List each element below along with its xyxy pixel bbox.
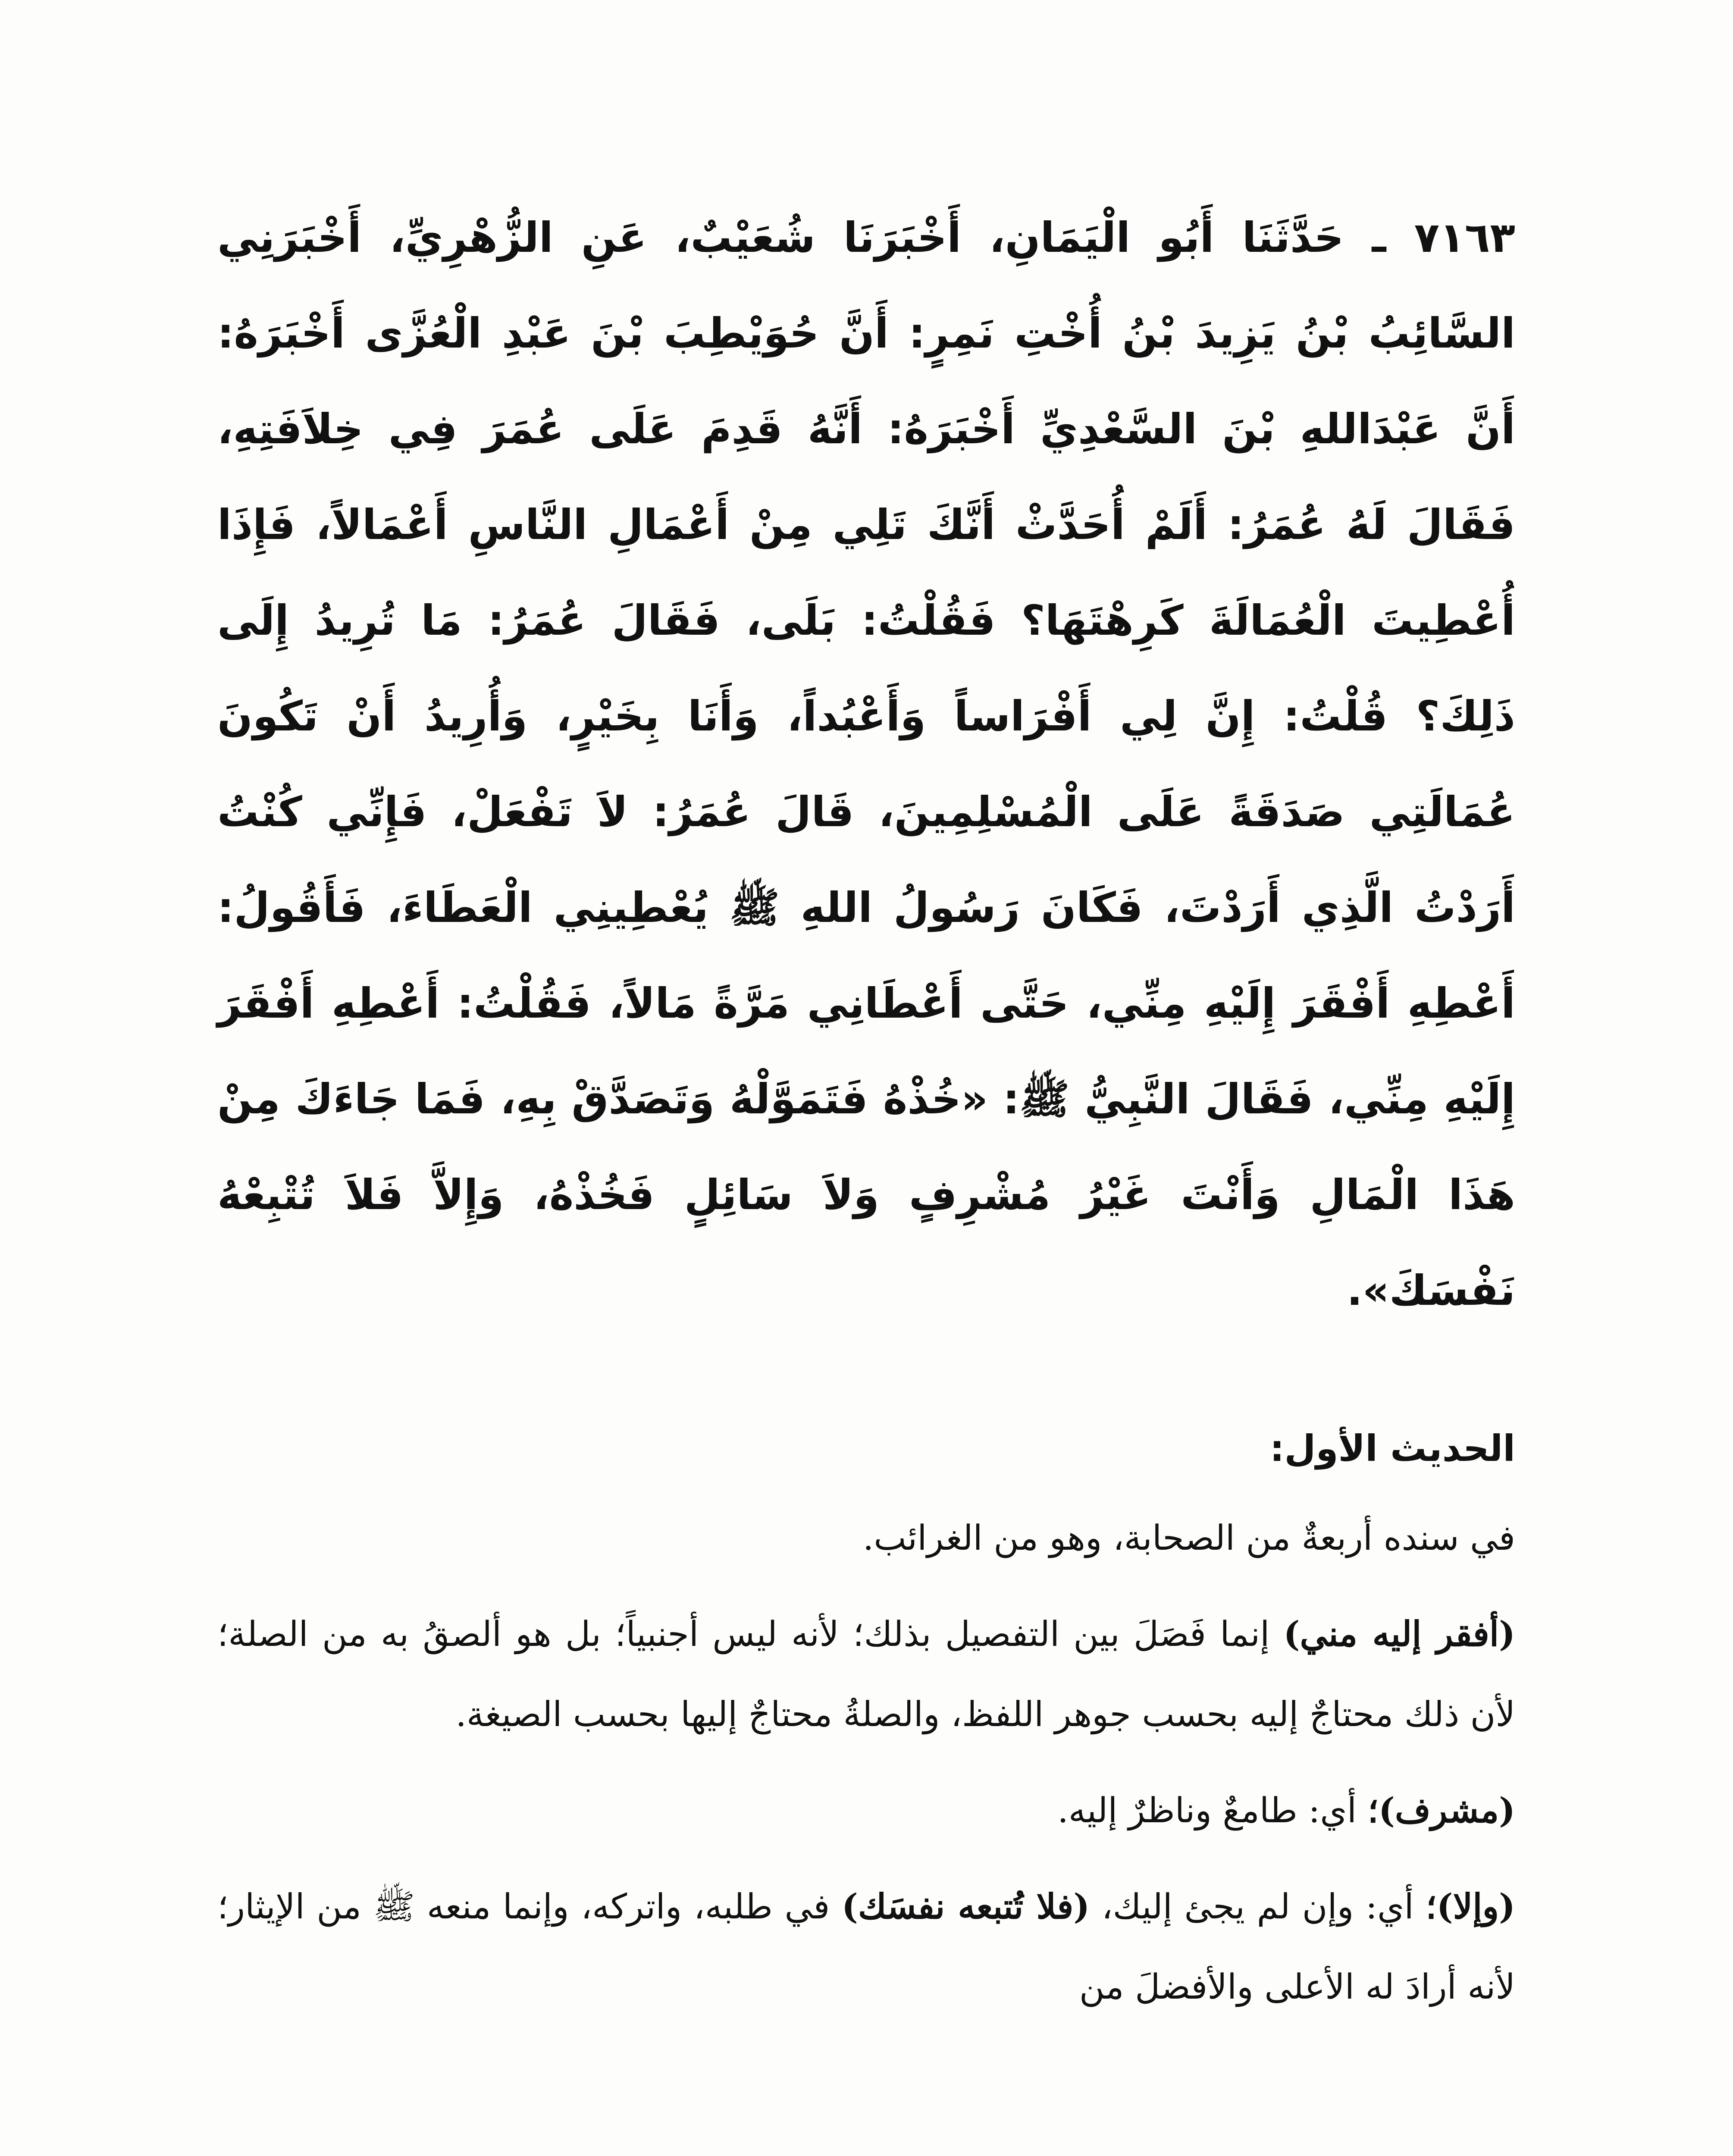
quoted-phrase: (مشرف)؛: [1367, 1790, 1515, 1830]
commentary-text: إنما فَصَلَ بين التفصيل بذلك؛ لأنه ليس أجنبياً؛ بل هو ألصقُ به من الصلة؛ لأن ذلك محتاجٌ إليه بحسب جوهر اللفظ، والصلةُ محتاجٌ إليها بحسب الصيغة.: [217, 1614, 1515, 1734]
quoted-phrase: (وإلا)؛: [1426, 1886, 1515, 1927]
commentary-section: [217, 1407, 1515, 2027]
commentary-text: أي: طامعٌ وناظرٌ إليه.: [1057, 1790, 1357, 1830]
commentary-text: في سنده أربعةٌ من الصحابة، وهو من الغرائب.: [862, 1518, 1515, 1558]
quoted-phrase: (أفقر إليه مني): [1283, 1614, 1515, 1654]
commentary-paragraph-3: [217, 1770, 1515, 1851]
hadith-text: ـ حَدَّثَنَا أَبُو الْيَمَانِ، أَخْبَرَنَا شُعَيْبٌ، عَنِ الزُّهْرِيِّ، أَخْبَرَنِي السَّائِبُ بْنُ يَزِيدَ بْنُ أُخْتِ نَمِرٍ: أَنَّ حُوَيْطِبَ بْنَ عَبْدِ الْعُزَّى أَخْبَرَهُ: أَنَّ عَبْدَاللهِ بْنَ السَّعْدِيِّ أَخْبَرَهُ: أَنَّهُ قَدِمَ عَلَى عُمَرَ فِي خِلاَفَتِهِ، فَقَالَ لَهُ عُمَرُ: أَلَمْ أُحَدَّثْ أَنَّكَ تَلِي مِنْ أَعْمَالِ النَّاسِ أَعْمَالاً، فَإِذَا أُعْطِيتَ الْعُمَالَةَ كَرِهْتَهَا؟ فَقُلْتُ: بَلَى، فَقَالَ عُمَرُ: مَا تُرِيدُ إِلَى ذَلِكَ؟ قُلْتُ: إِنَّ لِي أَفْرَاساً وَأَعْبُداً، وَأَنَا بِخَيْرٍ، وَأُرِيدُ أَنْ تَكُونَ عُمَالَتِي صَدَقَةً عَلَى الْمُسْلِمِينَ، قَالَ عُمَرُ: لاَ تَفْعَلْ، فَإِنِّي كُنْتُ أَرَدْتُ الَّذِي أَرَدْتَ، فَكَانَ رَسُولُ اللهِ ﷺ يُعْطِينِي الْعَطَاءَ، فَأَقُولُ: أَعْطِهِ أَفْقَرَ إِلَيْهِ مِنِّي، حَتَّى أَعْطَانِي مَرَّةً مَالاً، فَقُلْتُ: أَعْطِهِ أَفْقَرَ إِلَيْهِ مِنِّي، فَقَالَ النَّبِيُّ ﷺ: «خُذْهُ فَتَمَوَّلْهُ وَتَصَدَّقْ بِهِ، فَمَا جَاءَكَ مِنْ هَذَا الْمَالِ وَأَنْتَ غَيْرُ مُشْرِفٍ وَلاَ سَائِلٍ فَخُذْهُ، وَإِلاَّ فَلاَ تُتْبِعْهُ نَفْسَكَ».: [217, 213, 1515, 1315]
hadith-paragraph: [217, 190, 1515, 1338]
commentary-paragraph-1: [217, 1498, 1515, 1578]
quoted-phrase: (فلا تُتبعه نفسَك): [842, 1886, 1090, 1927]
commentary-paragraph-2: [217, 1594, 1515, 1755]
commentary-text: في طلبه، واتركه، وإنما منعه ﷺ من الإيثار؛ لأنه أرادَ له الأعلى والأفضلَ من: [217, 1887, 1515, 2007]
hadith-number: ٧١٦٣: [1414, 213, 1516, 262]
commentary-paragraph-4: [217, 1866, 1515, 2027]
commentary-text: أي: وإن لم يجئ إليك،: [1101, 1887, 1414, 1927]
commentary-title: الحديث الأول:: [1269, 1427, 1515, 1470]
page-content: [217, 190, 1515, 2043]
